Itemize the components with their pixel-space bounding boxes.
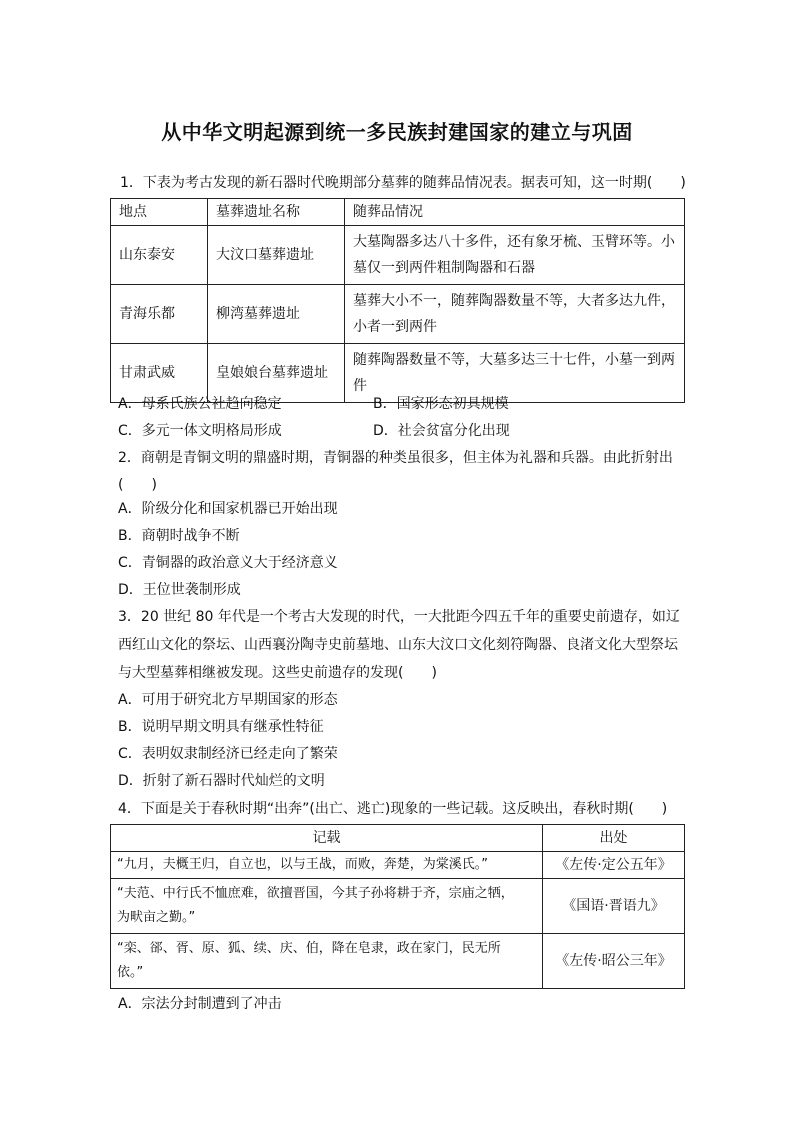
table-row [111,934,685,989]
table-header-row [111,199,685,226]
table-cell-wrapped [111,934,543,989]
table-row [111,879,685,934]
table-row [111,852,685,879]
table-cell: 《国语·晋语九》 [543,879,685,934]
text-line: 墓葬大小不一，随葬陶器数量不等，大者多达九件， [353,293,675,309]
option-b: B．商朝时战争不断 [118,528,240,544]
table-cell: “九月，夫概王归，自立也，以与王战，而败，奔楚，为棠溪氏。” [111,852,543,879]
option-b: B．国家形态初具规模 [373,396,509,412]
table-header-row [111,825,685,852]
table-cell: 《左传·昭公三年》 [543,934,685,989]
text-line: “夫范、中行氏不恤庶难，欲擅晋国，今其子孙将耕于齐，宗庙之牺， [117,886,514,901]
question-3-stem-cont: 西红山文化的祭坛、山西襄汾陶寺史前墓地、山东大汶口文化刻符陶器、良渚文化大型祭坛 [118,637,678,653]
text-line: 依。” [117,965,144,980]
page-title: 从中华文明起源到统一多民族封建国家的建立与巩固 [161,120,633,144]
option-a: A．可用于研究北方早期国家的形态 [118,692,338,708]
option-d: D．王位世袭制形成 [118,582,241,598]
table-cell: 皇娘娘台墓葬遗址 [208,344,345,403]
header-cell: 随葬品情况 [345,199,685,226]
table-cell-wrapped [345,285,685,344]
table-cell-wrapped [345,344,685,403]
option-c: C．多元一体文明格局形成 [118,423,282,439]
option-b: B．说明早期文明具有继承性特征 [118,719,324,735]
header-cell: 墓葬遗址名称 [208,199,345,226]
header-cell: 出处 [543,825,685,852]
text-line: 小者一到两件 [353,319,437,335]
text-line: 为畎亩之勤。” [117,910,196,925]
option-c: C．表明奴隶制经济已经走向了繁荣 [118,746,338,762]
table-cell: 柳湾墓葬遗址 [208,285,345,344]
option-c: C．青铜器的政治意义大于经济意义 [118,555,338,571]
table-cell: 山东泰安 [111,226,208,285]
question-3-stem-cont: 与大型墓葬相继被发现。这些史前遗存的发现( ) [118,665,437,681]
table-cell: 青海乐都 [111,285,208,344]
table-cell: 大汶口墓葬遗址 [208,226,345,285]
header-cell: 记载 [111,825,543,852]
table-row [111,285,685,344]
question-2-stem: 2．商朝是青铜文明的鼎盛时期，青铜器的种类虽很多，但主体为礼器和兵器。由此折射出 [118,450,673,466]
option-d: D．折射了新石器时代灿烂的文明 [118,773,325,789]
table-row [111,226,685,285]
table-row [111,344,685,403]
spring-autumn-records-table [110,824,685,989]
tomb-artifacts-table [110,198,685,403]
text-line: 大墓陶器多达八十多件，还有象牙梳、玉臂环等。小 [353,234,675,250]
text-line: “栾、郤、胥、原、狐、续、庆、伯，降在皂隶，政在家门，民无所 [117,941,501,956]
question-4-stem: 4．下面是关于春秋时期“出奔”(出亡、逃亡)现象的一些记载。这反映出，春秋时期( ) [118,801,668,817]
text-line: 墓仅一到两件粗制陶器和石器 [353,260,535,276]
question-2-stem-cont: ( ) [118,477,157,493]
table-cell: 甘肃武威 [111,344,208,403]
table-cell-wrapped [345,226,685,285]
text-line: 随葬陶器数量不等，大墓多达三十七件，小墓一到两 [353,352,675,368]
table-cell-wrapped [111,879,543,934]
option-d: D．社会贫富分化出现 [373,423,510,439]
option-a: A．母系氏族公社趋向稳定 [118,396,282,412]
option-a: A．阶级分化和国家机器已开始出现 [118,501,338,517]
header-cell: 地点 [111,199,208,226]
option-a: A．宗法分封制遭到了冲击 [118,996,282,1012]
table-cell: 《左传·定公五年》 [543,852,685,879]
question-1-stem: 1．下表为考古发现的新石器时代晚期部分墓葬的随葬品情况表。据表可知，这一时期( ) [120,175,686,191]
question-3-stem: 3．20 世纪 80 年代是一个考古大发现的时代，一大批距今四五千年的重要史前遗存，如辽 [118,609,680,625]
text-line: 件 [353,378,367,394]
